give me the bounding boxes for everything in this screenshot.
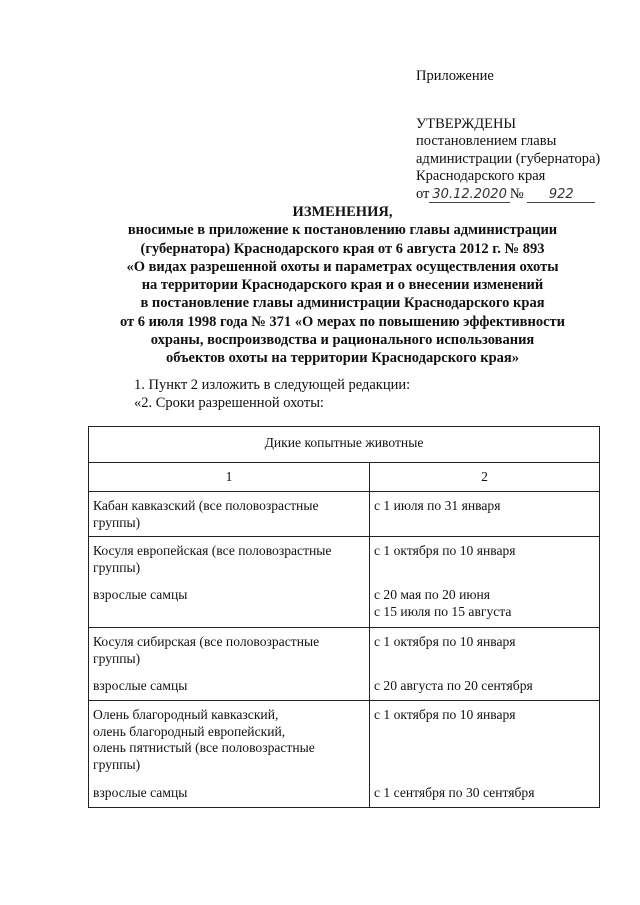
period-cell: с 1 июля по 31 января (370, 492, 600, 537)
handwritten-date: 30.12.2020 (429, 188, 509, 203)
table-row (89, 492, 600, 537)
period-cell (370, 583, 600, 628)
animal-cell: Кабан кавказский (все половозрастные группы) (89, 492, 370, 537)
approval-line-1: постановлением главы (416, 133, 557, 149)
table-header-row (89, 427, 600, 463)
animal-cell: взрослые самцы (89, 781, 370, 808)
animal-cell: взрослые самцы (89, 674, 370, 701)
title-heading: ИЗМЕНЕНИЯ, (292, 204, 393, 220)
table-row (89, 701, 600, 782)
column-number-1: 1 (89, 463, 370, 492)
animal-cell: взрослые самцы (89, 583, 370, 628)
table-row (89, 537, 600, 584)
number-prefix: № (509, 185, 524, 202)
table-header: Дикие копытные животные (89, 427, 600, 463)
approval-line-3: Краснодарского края (416, 168, 546, 184)
date-prefix: от (416, 185, 430, 202)
table-row (89, 583, 600, 628)
period-cell: с 20 августа по 20 сентября (370, 674, 600, 701)
approval-date-line (416, 186, 626, 204)
period-cell: с 1 октября по 10 января (370, 537, 600, 584)
table-row (89, 674, 600, 701)
column-number-row (89, 463, 600, 492)
approval-block (416, 68, 626, 203)
title-line: от 6 июля 1998 года № 371 «О мерах по повышению эффективности (119, 313, 566, 330)
animal-line: олень благородный европейский, (93, 723, 286, 739)
animal-line: Олень благородный кавказский, (93, 707, 279, 722)
period-line: с 15 июля по 15 августа (374, 603, 512, 619)
title-line: (губернатора) Краснодарского края от 6 августа 2012 г. № 893 (140, 240, 545, 257)
animal-cell: Косуля сибирская (все половозрастные группы) (89, 628, 370, 675)
paragraph-1: 1. Пункт 2 изложить в следующей редакции: (134, 377, 411, 393)
approval-line-2: администрации (губернатора) (416, 150, 601, 167)
title-line: в постановление главы администрации Краснодарского края (140, 295, 545, 312)
appendix-label: Приложение (416, 68, 494, 84)
table-row (89, 628, 600, 675)
animal-line: олень пятнистый (все половозрастные группы) (93, 740, 315, 772)
approved-label: УТВЕРЖДЕНЫ (416, 115, 517, 132)
handwritten-number: 922 (527, 188, 595, 203)
hunting-periods-table (88, 426, 600, 808)
title-line: объектов охоты на территории Краснодарского края» (165, 350, 520, 367)
column-number-2: 2 (370, 463, 600, 492)
title-line: «О видах разрешенной охоты и параметрах осуществления охоты (126, 258, 559, 275)
period-cell: с 1 сентября по 30 сентября (370, 781, 600, 808)
document-title (90, 203, 595, 368)
paragraph-2: «2. Сроки разрешенной охоты: (134, 395, 324, 411)
period-cell: с 1 октября по 10 января (370, 701, 600, 782)
period-line: с 20 мая по 20 июня (374, 587, 491, 602)
period-cell: с 1 октября по 10 января (370, 628, 600, 675)
table-row (89, 781, 600, 808)
title-line: вносимые в приложение к постановлению главы администрации (127, 222, 558, 239)
title-line: охраны, воспроизводства и рационального использования (150, 332, 535, 349)
animal-cell: Косуля европейская (все половозрастные группы) (89, 537, 370, 584)
animal-cell (89, 701, 370, 782)
title-line: на территории Краснодарского края и о внесении изменений (141, 277, 544, 294)
